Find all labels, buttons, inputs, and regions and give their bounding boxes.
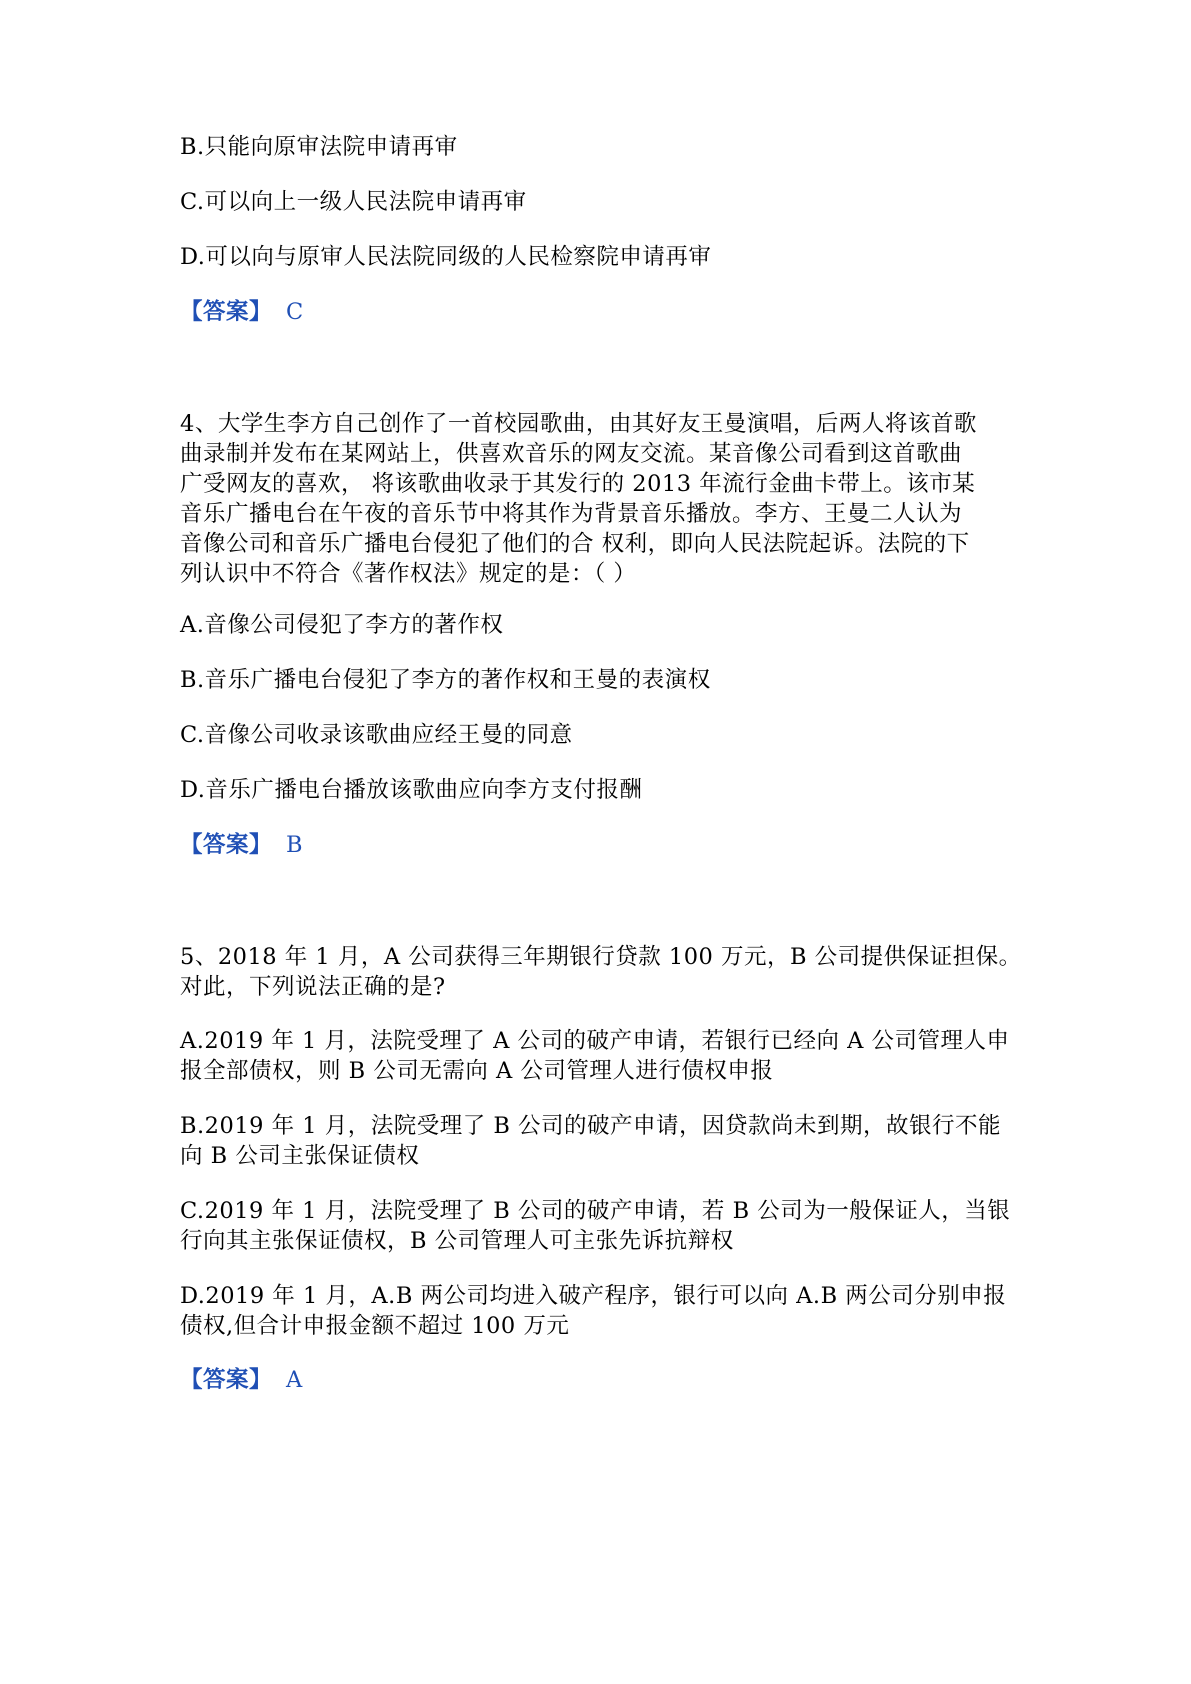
answer-value: B [286, 832, 304, 858]
q4-stem-line: 音乐广播电台在午夜的音乐节中将其作为背景音乐播放。李方、王曼二人认为 [180, 501, 963, 527]
q4-answer [180, 828, 1020, 862]
q5-option-b-line: B.2019 年 1 月，法院受理了 B 公司的破产申请，因贷款尚未到期，故银行不能 [180, 1113, 1002, 1139]
answer-label: 【答案】 [180, 832, 273, 858]
q4-stem-line: 曲录制并发布在某网站上，供喜欢音乐的网友交流。某音像公司看到这首歌曲 [180, 441, 963, 467]
q4-stem-line: 音像公司和音乐广播电台侵犯了他们的合 权利，即向人民法院起诉。法院的下 [180, 531, 970, 557]
q5-stem-line: 5、2018 年 1 月，A 公司获得三年期银行贷款 100 万元，B 公司提供保证担保。 [180, 944, 1022, 970]
q5-option-b-line: 向 B 公司主张保证债权 [180, 1143, 420, 1169]
q4-stem-line: 4、大学生李方自己创作了一首校园歌曲，由其好友王曼演唱，后两人将该首歌 [180, 411, 977, 437]
q3-option-c: C.可以向上一级人民法院申请再审 [180, 189, 527, 215]
q5-answer [180, 1363, 1020, 1397]
q4-stem-line: 广受网友的喜欢， 将该歌曲收录于其发行的 2013 年流行金曲卡带上。该市某 [180, 471, 976, 497]
q5-option-a-line: A.2019 年 1 月，法院受理了 A 公司的破产申请，若银行已经向 A 公司管理人申 [180, 1028, 1010, 1054]
q4-option-a: A.音像公司侵犯了李方的著作权 [180, 612, 504, 638]
q3-option-d: D.可以向与原审人民法院同级的人民检察院申请再审 [180, 244, 712, 270]
q5-option-a-line: 报全部债权，则 B 公司无需向 A 公司管理人进行债权申报 [180, 1058, 774, 1084]
q5-option-c-line: 行向其主张保证债权，B 公司管理人可主张先诉抗辩权 [180, 1228, 734, 1254]
answer-value: C [286, 299, 304, 325]
q4-option-c: C.音像公司收录该歌曲应经王曼的同意 [180, 722, 573, 748]
q5-option-d-line: D.2019 年 1 月，A.B 两公司均进入破产程序，银行可以向 A.B 两公司分别申报 [180, 1283, 1007, 1309]
q5-option-c-line: C.2019 年 1 月，法院受理了 B 公司的破产申请，若 B 公司为一般保证人，当银 [180, 1198, 1011, 1224]
q4-stem-line: 列认识中不符合《著作权法》规定的是：（ ） [180, 561, 637, 587]
q3-option-b: B.只能向原审法院申请再审 [180, 134, 458, 160]
q4-option-b: B.音乐广播电台侵犯了李方的著作权和王曼的表演权 [180, 667, 711, 693]
q4-option-d: D.音乐广播电台播放该歌曲应向李方支付报酬 [180, 777, 643, 803]
q3-answer [180, 295, 1020, 329]
answer-value: A [286, 1367, 303, 1393]
q5-stem-line: 对此，下列说法正确的是? [180, 974, 446, 1000]
answer-label: 【答案】 [180, 1367, 273, 1393]
q5-option-d-line: 债权,但合计申报金额不超过 100 万元 [180, 1313, 570, 1339]
answer-label: 【答案】 [180, 299, 273, 325]
